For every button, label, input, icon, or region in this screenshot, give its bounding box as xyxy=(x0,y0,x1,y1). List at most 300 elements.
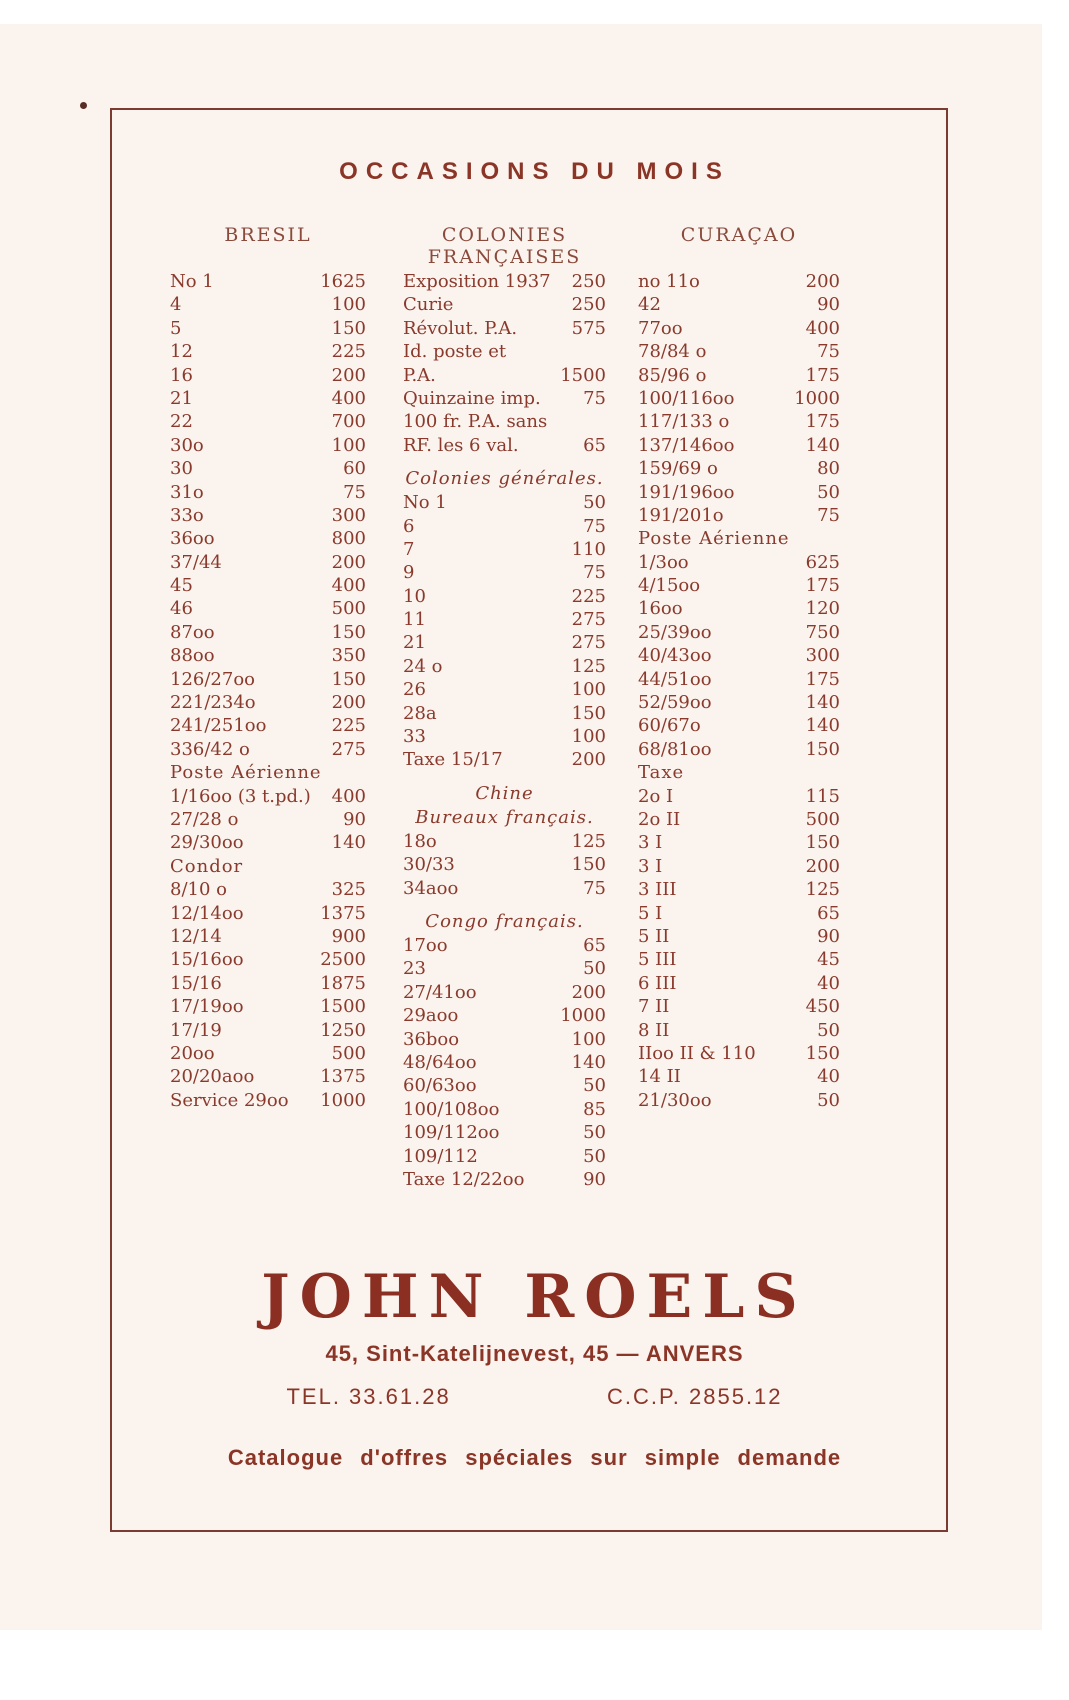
stamp-ref: 30o xyxy=(170,434,204,456)
price-row xyxy=(403,957,606,980)
stamp-ref: 36boo xyxy=(403,1028,460,1050)
stamp-ref: 17oo xyxy=(403,934,448,956)
price-row xyxy=(638,948,840,971)
section-title: Colonies générales. xyxy=(405,468,604,490)
price-row xyxy=(638,855,840,878)
price-value: 75 xyxy=(583,515,606,537)
price-value: 500 xyxy=(331,598,366,620)
price-value: 200 xyxy=(331,364,366,386)
stamp-ref: 221/234o xyxy=(170,692,256,714)
price-row xyxy=(638,995,840,1018)
price-row xyxy=(403,317,606,340)
stamp-ref: Exposition 1937 xyxy=(403,271,551,292)
price-value: 1625 xyxy=(320,271,366,292)
stamp-ref: 9 xyxy=(403,562,415,584)
stamp-ref: 68/81oo xyxy=(638,738,712,760)
price-row xyxy=(170,878,366,901)
price-value: 75 xyxy=(583,562,606,584)
price-row xyxy=(638,457,840,480)
price-row xyxy=(638,574,840,597)
price-value: 140 xyxy=(331,832,366,854)
stamp-ref: 24 o xyxy=(403,655,443,677)
ink-dot xyxy=(80,102,87,109)
price-row xyxy=(170,597,366,620)
stamp-ref: 85/96 o xyxy=(638,364,707,386)
stamp-ref: Taxe 12/22oo xyxy=(403,1168,525,1190)
price-row xyxy=(403,364,606,387)
stamp-ref: 60/67o xyxy=(638,715,701,737)
price-row xyxy=(170,270,366,293)
price-row xyxy=(403,1098,606,1121)
price-row xyxy=(403,1145,606,1168)
stamp-ref: 8/10 o xyxy=(170,879,227,901)
stamp-ref: 30/33 xyxy=(403,854,455,876)
stamp-ref: 33 xyxy=(403,726,426,748)
stamp-ref: 52/59oo xyxy=(638,692,712,714)
stamp-ref: 12 xyxy=(170,341,193,363)
stamp-ref: 46 xyxy=(170,598,193,620)
column-bresil xyxy=(170,224,366,1112)
price-row xyxy=(638,831,840,854)
price-row xyxy=(170,691,366,714)
stamp-ref: 40/43oo xyxy=(638,645,712,667)
stamp-ref: 42 xyxy=(638,294,661,316)
stamp-ref: 15/16oo xyxy=(170,949,244,971)
stamp-ref: 7 xyxy=(403,538,415,560)
stamp-ref: 100/116oo xyxy=(638,387,735,409)
price-row xyxy=(403,830,606,853)
price-value: 50 xyxy=(583,1145,606,1167)
price-row xyxy=(170,481,366,504)
stamp-ref: 4/15oo xyxy=(638,575,701,597)
brand-logo: JOHN ROELS xyxy=(261,1262,808,1332)
stamp-ref: 60/63oo xyxy=(403,1075,477,1097)
price-value: 1000 xyxy=(560,1005,606,1027)
price-row xyxy=(638,644,840,667)
price-value: 700 xyxy=(331,411,366,433)
stamp-ref: 37/44 xyxy=(170,551,222,573)
price-row xyxy=(170,902,366,925)
stamp-ref: 87oo xyxy=(170,621,215,643)
column-colonies-francaises xyxy=(403,224,606,1191)
price-value: 90 xyxy=(817,925,840,947)
price-value: 50 xyxy=(583,492,606,514)
price-list xyxy=(170,270,366,761)
stamp-ref: 30 xyxy=(170,458,193,480)
address-line: 45, Sint-Katelijnevest, 45 — ANVERS xyxy=(325,1341,744,1366)
price-value: 750 xyxy=(805,621,840,643)
stamp-ref: 109/112oo xyxy=(403,1122,500,1144)
price-row xyxy=(170,364,366,387)
stamp-ref: No 1 xyxy=(170,271,214,292)
stamp-ref: 3 I xyxy=(638,832,663,854)
price-row xyxy=(403,702,606,725)
price-row xyxy=(638,738,840,761)
page-title: OCCASIONS DU MOIS xyxy=(339,158,730,185)
stamp-ref: 3 III xyxy=(638,879,677,901)
section-title: Poste Aérienne xyxy=(638,528,790,550)
price-value: 275 xyxy=(571,609,606,631)
price-value: 1500 xyxy=(320,996,366,1018)
stamp-ref: 5 II xyxy=(638,925,670,947)
stamp-ref: 137/146oo xyxy=(638,434,735,456)
column-curacao xyxy=(638,224,840,1112)
price-value: 150 xyxy=(331,668,366,690)
price-row xyxy=(403,1074,606,1097)
stamp-ref: 1/16oo (3 t.pd.) xyxy=(170,785,311,807)
price-row xyxy=(638,504,840,527)
column-heading: BRESIL xyxy=(224,224,312,246)
price-value: 175 xyxy=(805,364,840,386)
ccp-number: C.C.P. 2855.12 xyxy=(606,1384,783,1409)
price-value: 200 xyxy=(571,981,606,1003)
stamp-ref: 31o xyxy=(170,481,204,503)
price-value: 1875 xyxy=(320,972,366,994)
price-row xyxy=(170,948,366,971)
price-value: 250 xyxy=(571,294,606,316)
price-row xyxy=(638,1089,840,1112)
price-row xyxy=(403,434,606,457)
stamp-ref: 77oo xyxy=(638,317,683,339)
stamp-ref: 27/28 o xyxy=(170,808,239,830)
price-list xyxy=(403,934,606,1191)
stamp-ref: P.A. xyxy=(403,364,436,386)
price-row xyxy=(403,934,606,957)
price-value: 140 xyxy=(571,1051,606,1073)
price-value: 225 xyxy=(331,715,366,737)
column-heading: COLONIES FRANÇAISES xyxy=(427,224,582,268)
price-row xyxy=(170,457,366,480)
price-row xyxy=(638,691,840,714)
section-title: Condor xyxy=(170,855,244,877)
price-value: 100 xyxy=(331,434,366,456)
price-row xyxy=(403,655,606,678)
price-row xyxy=(170,574,366,597)
price-value: 2500 xyxy=(320,949,366,971)
price-value: 50 xyxy=(817,481,840,503)
price-value: 75 xyxy=(583,387,606,409)
section-title: Taxe xyxy=(638,762,685,784)
column-heading: CURAÇAO xyxy=(680,224,798,246)
stamp-ref: 10 xyxy=(403,585,426,607)
price-value: 150 xyxy=(571,702,606,724)
price-row xyxy=(403,853,606,876)
price-value: 225 xyxy=(331,341,366,363)
stamp-ref: 44/51oo xyxy=(638,668,712,690)
stamp-ref: 88oo xyxy=(170,645,215,667)
stamp-ref: 241/251oo xyxy=(170,715,267,737)
price-value: 50 xyxy=(817,1089,840,1111)
stamp-ref: 20oo xyxy=(170,1042,215,1064)
price-value: 225 xyxy=(571,585,606,607)
stamp-ref: 29/30oo xyxy=(170,832,244,854)
price-value: 80 xyxy=(817,458,840,480)
price-value: 325 xyxy=(331,879,366,901)
price-row xyxy=(638,808,840,831)
price-value: 200 xyxy=(805,855,840,877)
price-row xyxy=(170,808,366,831)
stamp-ref: 29aoo xyxy=(403,1005,459,1027)
stamp-ref: 126/27oo xyxy=(170,668,255,690)
price-row xyxy=(170,387,366,410)
price-value: 140 xyxy=(805,692,840,714)
price-row xyxy=(403,1028,606,1051)
telephone: TEL. 33.61.28 xyxy=(286,1384,451,1409)
price-value: 300 xyxy=(805,645,840,667)
price-value: 500 xyxy=(805,808,840,830)
price-row xyxy=(403,585,606,608)
stamp-ref: 1/3oo xyxy=(638,551,689,573)
price-value: 200 xyxy=(331,692,366,714)
stamp-ref: 17/19oo xyxy=(170,996,244,1018)
stamp-ref: 7 II xyxy=(638,996,670,1018)
price-row xyxy=(638,340,840,363)
price-value: 100 xyxy=(571,1028,606,1050)
price-row xyxy=(638,925,840,948)
price-value: 200 xyxy=(571,749,606,771)
price-value: 140 xyxy=(805,434,840,456)
stamp-ref: 21 xyxy=(170,387,193,409)
price-row xyxy=(638,270,840,293)
price-row xyxy=(638,1019,840,1042)
price-row xyxy=(638,668,840,691)
price-value: 150 xyxy=(805,832,840,854)
stamp-ref: 2o I xyxy=(638,785,674,807)
price-row xyxy=(403,678,606,701)
stamp-ref: Révolut. P.A. xyxy=(403,317,518,339)
stamp-ref: Curie xyxy=(403,294,454,316)
price-row xyxy=(403,725,606,748)
price-value: 275 xyxy=(571,632,606,654)
price-value: 100 xyxy=(571,679,606,701)
price-value: 1000 xyxy=(794,387,840,409)
price-list xyxy=(403,270,606,457)
stamp-ref: Quinzaine imp. xyxy=(403,387,541,409)
stamp-ref: 25/39oo xyxy=(638,621,712,643)
price-value: 60 xyxy=(343,458,366,480)
price-row xyxy=(170,527,366,550)
price-value: 1375 xyxy=(320,902,366,924)
section-subtitle: Bureaux français. xyxy=(415,806,594,828)
price-value: 150 xyxy=(805,738,840,760)
stamp-ref: 16oo xyxy=(638,598,683,620)
price-value: 40 xyxy=(817,972,840,994)
contact-line xyxy=(0,1384,1069,1410)
price-row xyxy=(403,561,606,584)
price-list xyxy=(403,830,606,900)
price-row xyxy=(170,644,366,667)
section-title: Poste Aérienne xyxy=(170,762,322,784)
stamp-ref: 11 xyxy=(403,609,426,631)
price-row xyxy=(638,714,840,737)
price-value: 400 xyxy=(331,785,366,807)
price-value: 50 xyxy=(817,1019,840,1041)
stamp-ref: 5 I xyxy=(638,902,663,924)
stamp-ref: RF. les 6 val. xyxy=(403,434,519,456)
price-row xyxy=(638,1065,840,1088)
stamp-ref: 4 xyxy=(170,294,182,316)
price-row xyxy=(638,387,840,410)
price-row xyxy=(403,387,606,410)
stamp-ref: 2o II xyxy=(638,808,681,830)
stamp-ref: 34aoo xyxy=(403,877,459,899)
stamp-ref: 109/112 xyxy=(403,1145,478,1167)
price-row xyxy=(638,878,840,901)
price-row xyxy=(170,317,366,340)
price-value: 85 xyxy=(583,1098,606,1120)
price-row xyxy=(170,340,366,363)
stamp-ref: no 11o xyxy=(638,271,700,292)
price-value: 200 xyxy=(805,271,840,292)
price-value: 90 xyxy=(343,808,366,830)
stamp-ref: 5 xyxy=(170,317,182,339)
price-value: 100 xyxy=(571,726,606,748)
price-value: 110 xyxy=(571,538,606,560)
stamp-ref: 191/201o xyxy=(638,504,724,526)
price-row xyxy=(403,877,606,900)
price-list xyxy=(638,551,840,762)
price-list xyxy=(403,491,606,772)
stamp-ref: 26 xyxy=(403,679,426,701)
price-row xyxy=(638,364,840,387)
price-value: 575 xyxy=(571,317,606,339)
price-value: 90 xyxy=(583,1168,606,1190)
price-value: 1500 xyxy=(560,364,606,386)
price-row xyxy=(638,597,840,620)
price-value: 50 xyxy=(583,1122,606,1144)
price-value: 45 xyxy=(817,949,840,971)
stamp-ref: 12/14 xyxy=(170,925,222,947)
price-row xyxy=(403,491,606,514)
stamp-ref: Taxe 15/17 xyxy=(403,749,503,771)
price-value: 125 xyxy=(805,879,840,901)
price-list xyxy=(170,785,366,855)
price-row xyxy=(170,621,366,644)
price-value: 65 xyxy=(583,934,606,956)
price-list xyxy=(638,785,840,1112)
price-row xyxy=(638,434,840,457)
price-row xyxy=(170,785,366,808)
price-row xyxy=(403,340,606,363)
stamp-ref: 191/196oo xyxy=(638,481,735,503)
price-value: 1375 xyxy=(320,1066,366,1088)
stamp-ref: 6 xyxy=(403,515,415,537)
price-row xyxy=(170,995,366,1018)
price-value: 65 xyxy=(583,434,606,456)
stamp-ref: 18o xyxy=(403,830,437,852)
price-value: 50 xyxy=(583,1075,606,1097)
price-value: 200 xyxy=(331,551,366,573)
price-row xyxy=(170,1065,366,1088)
price-value: 40 xyxy=(817,1066,840,1088)
stamp-ref: 12/14oo xyxy=(170,902,244,924)
price-row xyxy=(638,902,840,925)
stamp-ref: 6 III xyxy=(638,972,677,994)
price-row xyxy=(170,410,366,433)
price-row xyxy=(170,1089,366,1112)
price-row xyxy=(170,504,366,527)
price-value: 900 xyxy=(331,925,366,947)
price-value: 150 xyxy=(331,317,366,339)
section-title: Chine xyxy=(475,782,534,804)
price-value: 75 xyxy=(817,341,840,363)
stamp-ref: 22 xyxy=(170,411,193,433)
stamp-ref: No 1 xyxy=(403,492,447,514)
price-row xyxy=(638,1042,840,1065)
price-list xyxy=(638,270,840,527)
price-value: 350 xyxy=(331,645,366,667)
price-value: 500 xyxy=(331,1042,366,1064)
price-value: 400 xyxy=(805,317,840,339)
price-row xyxy=(638,621,840,644)
price-row xyxy=(403,538,606,561)
stamp-ref: 5 III xyxy=(638,949,677,971)
price-row xyxy=(170,1042,366,1065)
price-value: 75 xyxy=(583,877,606,899)
price-row xyxy=(170,831,366,854)
price-row xyxy=(403,631,606,654)
price-row xyxy=(170,1019,366,1042)
catalogue-note: Catalogue d'offres spéciales sur simple demande xyxy=(227,1445,842,1470)
price-value: 1250 xyxy=(320,1019,366,1041)
price-row xyxy=(403,981,606,1004)
stamp-ref: 336/42 o xyxy=(170,738,250,760)
stamp-ref: 16 xyxy=(170,364,193,386)
price-value: 300 xyxy=(331,504,366,526)
price-value: 275 xyxy=(331,738,366,760)
price-value: 1000 xyxy=(320,1089,366,1111)
price-value: 115 xyxy=(805,785,840,807)
section-title: Congo français. xyxy=(425,910,584,932)
price-row xyxy=(170,738,366,761)
stamp-ref: 3 I xyxy=(638,855,663,877)
stamp-ref: 117/133 o xyxy=(638,411,730,433)
price-value: 625 xyxy=(805,551,840,573)
price-value: 50 xyxy=(583,958,606,980)
stamp-ref: 45 xyxy=(170,575,193,597)
price-value: 140 xyxy=(805,715,840,737)
price-value: 75 xyxy=(817,504,840,526)
price-value: 450 xyxy=(805,996,840,1018)
price-row xyxy=(638,785,840,808)
price-row xyxy=(170,293,366,316)
stamp-ref: 15/16 xyxy=(170,972,222,994)
stamp-ref: 27/41oo xyxy=(403,981,477,1003)
stamp-ref: 100 fr. P.A. sans xyxy=(403,411,548,433)
stamp-ref: 14 II xyxy=(638,1066,681,1088)
price-row xyxy=(403,410,606,433)
stamp-ref: IIoo II & 110 xyxy=(638,1042,756,1064)
stamp-ref: 78/84 o xyxy=(638,341,707,363)
stamp-ref: 8 II xyxy=(638,1019,670,1041)
stamp-ref: 28a xyxy=(403,702,437,724)
price-row xyxy=(403,748,606,771)
price-value: 65 xyxy=(817,902,840,924)
price-value: 800 xyxy=(331,528,366,550)
price-row xyxy=(170,972,366,995)
stamp-ref: 21/30oo xyxy=(638,1089,712,1111)
price-row xyxy=(403,293,606,316)
price-row xyxy=(638,410,840,433)
price-value: 120 xyxy=(805,598,840,620)
price-row xyxy=(403,270,606,293)
stamp-ref: Id. poste et xyxy=(403,341,507,363)
price-value: 150 xyxy=(331,621,366,643)
price-row xyxy=(638,972,840,995)
price-value: 75 xyxy=(343,481,366,503)
price-value: 150 xyxy=(805,1042,840,1064)
price-list xyxy=(170,878,366,1112)
